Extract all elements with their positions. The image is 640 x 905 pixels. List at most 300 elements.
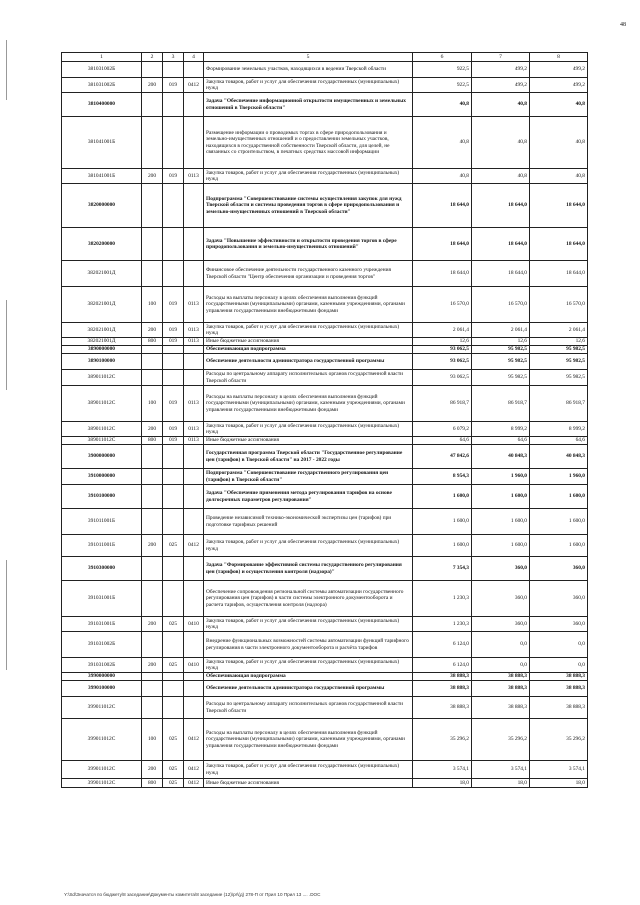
cell-code: 3910300000 (62, 557, 142, 581)
cell-name: Расходы на выплаты персоналу в целях обеспечения выполнения функций государственными (муниципальными) органами, казенными учреждениями, органами управления государственными внебюджетными фондами (204, 287, 413, 323)
cell-code: 391011001Б (62, 535, 142, 557)
cell-code: 391031001Б (62, 617, 142, 632)
cell-value-2021: 3 574,1 (413, 761, 472, 779)
cell-ministry: 025 (163, 535, 184, 557)
cell-section (184, 509, 204, 535)
cell-name: Закупка товаров, работ и услуг для обеспечения государственных (муниципальных) нужд (204, 658, 413, 673)
cell-code: 3890100000 (62, 354, 142, 370)
cell-expense-type (142, 117, 163, 169)
table-row (62, 370, 588, 386)
cell-name: Расходы по центральному аппарату исполнительных органов государственной власти Тверской области (204, 370, 413, 386)
cell-section (184, 581, 204, 617)
cell-expense-type: 200 (142, 422, 163, 437)
cell-value-2023: 64,6 (530, 437, 588, 445)
cell-value-2022: 2 061,4 (472, 323, 530, 338)
cell-value-2021: 8 954,3 (413, 469, 472, 485)
cell-expense-type: 800 (142, 437, 163, 445)
cell-value-2022: 18 644,0 (472, 184, 530, 228)
cell-value-2022: 0,0 (472, 658, 530, 673)
cell-expense-type: 100 (142, 719, 163, 761)
cell-ministry (163, 62, 184, 78)
cell-value-2021: 6 124,0 (413, 632, 472, 658)
page-number: 48 (620, 22, 626, 28)
cell-value-2023: 1 960,0 (530, 469, 588, 485)
header-cell: 2 (142, 53, 163, 62)
cell-value-2021: 18 644,0 (413, 261, 472, 287)
cell-code: 399011012С (62, 697, 142, 719)
cell-name: Иные бюджетные ассигнования (204, 437, 413, 445)
cell-ministry (163, 370, 184, 386)
cell-section (184, 469, 204, 485)
cell-name: Подпрограмма "Совершенствование государственного регулирования цен (тарифов) в Тверской области" (204, 469, 413, 485)
cell-value-2021: 38 888,3 (413, 673, 472, 681)
cell-value-2022: 18,0 (472, 779, 530, 788)
cell-value-2023: 35 296,2 (530, 719, 588, 761)
cell-value-2021: 35 296,2 (413, 719, 472, 761)
cell-value-2023: 2 061,4 (530, 323, 588, 338)
cell-ministry: 025 (163, 719, 184, 761)
cell-value-2022: 86 918,7 (472, 386, 530, 422)
cell-expense-type (142, 62, 163, 78)
cell-value-2022: 18 644,0 (472, 261, 530, 287)
cell-section (184, 370, 204, 386)
cell-value-2022: 40,8 (472, 169, 530, 184)
cell-value-2021: 93 062,5 (413, 370, 472, 386)
cell-value-2023: 1 600,0 (530, 509, 588, 535)
cell-section (184, 557, 204, 581)
table-row (62, 681, 588, 697)
cell-name: Внедрение функциональных возможностей системы автоматизации функций тарифного регулирования в части электронного документооборота и расчёта тарифов (204, 632, 413, 658)
cell-section (184, 93, 204, 117)
cell-value-2022: 1 600,0 (472, 509, 530, 535)
cell-name: Обеспечение сопровождения региональной системы автоматизации государственного регулирования цен (тарифов) в части системы электронного документооборота и расчета тарифов, осуществления контроля (надзора) (204, 581, 413, 617)
cell-ministry (163, 632, 184, 658)
cell-value-2021: 1 600,0 (413, 535, 472, 557)
cell-expense-type: 200 (142, 169, 163, 184)
cell-section (184, 445, 204, 469)
cell-section (184, 485, 204, 509)
cell-expense-type: 800 (142, 338, 163, 346)
cell-name: Обеспечение деятельности администратора государственной программы (204, 354, 413, 370)
cell-section: 0113 (184, 338, 204, 346)
cell-section: 0412 (184, 761, 204, 779)
cell-value-2023: 18,0 (530, 779, 588, 788)
cell-name: Расходы на выплаты персоналу в целях обеспечения выполнения функций государственными (муниципальными) органами, казенными учреждениями, органами управления государственными внебюджетными фондами (204, 386, 413, 422)
table-row (62, 437, 588, 445)
cell-expense-type: 200 (142, 78, 163, 93)
cell-section (184, 346, 204, 354)
cell-expense-type (142, 261, 163, 287)
table-row (62, 78, 588, 93)
table-header-row (62, 53, 588, 62)
cell-expense-type: 200 (142, 617, 163, 632)
cell-expense-type: 200 (142, 535, 163, 557)
cell-value-2023: 95 982,5 (530, 354, 588, 370)
cell-value-2023: 8 999,2 (530, 422, 588, 437)
cell-value-2021: 18,0 (413, 779, 472, 788)
cell-expense-type: 200 (142, 761, 163, 779)
cell-ministry (163, 445, 184, 469)
table-row (62, 581, 588, 617)
cell-value-2023: 40,8 (530, 117, 588, 169)
cell-value-2022: 16 570,0 (472, 287, 530, 323)
cell-value-2021: 40,8 (413, 169, 472, 184)
cell-name: Размещение информации о проводимых торгах в сфере природопользования и земельно-имущественных отношений и о предоставлении земельных участков, находящихся в государственной собственности Тверской области, для целей, не связанных со строительством, в печатных средствах массовой информации (204, 117, 413, 169)
table-row (62, 535, 588, 557)
cell-value-2023: 95 982,5 (530, 370, 588, 386)
cell-name: Закупка товаров, работ и услуг для обеспечения государственных (муниципальных) нужд (204, 422, 413, 437)
cell-expense-type (142, 632, 163, 658)
cell-value-2021: 6 079,2 (413, 422, 472, 437)
cell-value-2022: 12,6 (472, 338, 530, 346)
cell-value-2022: 40 848,3 (472, 445, 530, 469)
cell-ministry: 019 (163, 78, 184, 93)
cell-value-2022: 40,8 (472, 93, 530, 117)
cell-name: Иные бюджетные ассигнования (204, 338, 413, 346)
cell-value-2023: 38 888,3 (530, 681, 588, 697)
cell-ministry (163, 681, 184, 697)
cell-code: 3890000000 (62, 346, 142, 354)
cell-expense-type (142, 485, 163, 509)
cell-ministry: 019 (163, 323, 184, 338)
cell-code: 399011012С (62, 719, 142, 761)
cell-value-2023: 1 600,0 (530, 535, 588, 557)
cell-section: 0113 (184, 287, 204, 323)
cell-section (184, 632, 204, 658)
cell-ministry (163, 184, 184, 228)
cell-value-2021: 86 918,7 (413, 386, 472, 422)
cell-name: Задача "Повышение эффективности и открытости проведения торгов в сфере природопользования и земельно-имущественных отношений" (204, 228, 413, 261)
cell-value-2022: 360,0 (472, 557, 530, 581)
cell-ministry: 025 (163, 779, 184, 788)
cell-value-2022: 18 644,0 (472, 228, 530, 261)
cell-name: Закупка товаров, работ и услуг для обеспечения государственных (муниципальных) нужд (204, 617, 413, 632)
cell-value-2023: 38 888,3 (530, 697, 588, 719)
cell-expense-type (142, 184, 163, 228)
table-row (62, 228, 588, 261)
header-cell: 7 (472, 53, 530, 62)
cell-code: 3820200000 (62, 228, 142, 261)
cell-name: Подпрограмма "Совершенствование системы осуществления закупок для нужд Тверской области и системы проведения торгов в сфере природопользования и земельно-имущественных отношений в Тверской области" (204, 184, 413, 228)
cell-value-2022: 38 888,3 (472, 673, 530, 681)
table-row (62, 445, 588, 469)
cell-value-2022: 64,6 (472, 437, 530, 445)
cell-code: 399011012С (62, 761, 142, 779)
cell-section: 0113 (184, 169, 204, 184)
cell-code: 381031002Б (62, 62, 142, 78)
cell-code: 3900000000 (62, 445, 142, 469)
cell-ministry: 019 (163, 386, 184, 422)
cell-ministry (163, 509, 184, 535)
cell-value-2021: 2 061,4 (413, 323, 472, 338)
table-row (62, 169, 588, 184)
cell-ministry: 019 (163, 287, 184, 323)
cell-code: 381031002Б (62, 78, 142, 93)
header-cell: 3 (163, 53, 184, 62)
cell-expense-type (142, 673, 163, 681)
cell-ministry: 025 (163, 761, 184, 779)
table-row (62, 485, 588, 509)
cell-section: 0410 (184, 617, 204, 632)
cell-name: Закупка товаров, работ и услуг для обеспечения государственных (муниципальных) нужд (204, 169, 413, 184)
cell-section: 0113 (184, 386, 204, 422)
cell-value-2021: 47 842,6 (413, 445, 472, 469)
cell-ministry (163, 469, 184, 485)
cell-value-2023: 38 888,3 (530, 673, 588, 681)
cell-value-2022: 38 888,3 (472, 697, 530, 719)
cell-value-2022: 95 982,5 (472, 346, 530, 354)
cell-code: 3810400000 (62, 93, 142, 117)
cell-expense-type (142, 557, 163, 581)
cell-value-2021: 1 230,3 (413, 581, 472, 617)
cell-section: 0412 (184, 535, 204, 557)
cell-value-2023: 18 644,0 (530, 261, 588, 287)
table-row (62, 761, 588, 779)
table-row (62, 323, 588, 338)
cell-expense-type: 100 (142, 386, 163, 422)
cell-expense-type (142, 370, 163, 386)
table-row (62, 719, 588, 761)
cell-name: Обеспечивающая подпрограмма (204, 346, 413, 354)
cell-name: Закупка товаров, работ и услуг для обеспечения государственных (муниципальных) нужд (204, 535, 413, 557)
cell-code: 3820000000 (62, 184, 142, 228)
cell-value-2021: 1 230,3 (413, 617, 472, 632)
header-cell: 8 (530, 53, 588, 62)
table-row (62, 386, 588, 422)
cell-section: 0410 (184, 658, 204, 673)
cell-value-2023: 40,8 (530, 93, 588, 117)
cell-ministry (163, 557, 184, 581)
table-row (62, 673, 588, 681)
cell-value-2021: 38 888,3 (413, 681, 472, 697)
cell-value-2023: 40 848,3 (530, 445, 588, 469)
cell-section: 0412 (184, 78, 204, 93)
cell-value-2022: 3 574,1 (472, 761, 530, 779)
cell-section: 0113 (184, 323, 204, 338)
cell-expense-type (142, 228, 163, 261)
cell-value-2023: 499,2 (530, 78, 588, 93)
table-row (62, 346, 588, 354)
table-row (62, 184, 588, 228)
cell-section (184, 117, 204, 169)
table-row (62, 422, 588, 437)
header-cell: 4 (184, 53, 204, 62)
cell-section: 0113 (184, 437, 204, 445)
cell-name: Расходы по центральному аппарату исполнительных органов государственной власти Тверской области (204, 697, 413, 719)
table-row (62, 509, 588, 535)
cell-ministry (163, 581, 184, 617)
cell-ministry: 019 (163, 338, 184, 346)
cell-value-2021: 93 062,5 (413, 354, 472, 370)
cell-value-2022: 360,0 (472, 581, 530, 617)
cell-value-2022: 35 296,2 (472, 719, 530, 761)
cell-value-2021: 64,6 (413, 437, 472, 445)
cell-value-2021: 12,6 (413, 338, 472, 346)
cell-section: 0113 (184, 422, 204, 437)
cell-code: 391031002Б (62, 632, 142, 658)
cell-value-2023: 18 644,0 (530, 228, 588, 261)
cell-section (184, 697, 204, 719)
cell-ministry: 019 (163, 437, 184, 445)
cell-ministry (163, 354, 184, 370)
cell-value-2021: 1 600,0 (413, 509, 472, 535)
cell-value-2021: 16 570,0 (413, 287, 472, 323)
cell-value-2022: 0,0 (472, 632, 530, 658)
cell-ministry: 019 (163, 422, 184, 437)
cell-name: Закупка товаров, работ и услуг для обеспечения государственных (муниципальных) нужд (204, 761, 413, 779)
cell-name: Обеспечение деятельности администратора государственной программы (204, 681, 413, 697)
cell-name: Государственная программа Тверской области "Государственное регулирование цен (тарифов) в Тверской области" на 2017 - 2022 годы (204, 445, 413, 469)
cell-code: 382021001Д (62, 323, 142, 338)
header-cell: 5 (204, 53, 413, 62)
cell-code: 3910100000 (62, 485, 142, 509)
table-row (62, 557, 588, 581)
cell-code: 381041001Б (62, 169, 142, 184)
cell-section (184, 184, 204, 228)
cell-name: Задача "Обеспечение применения метода регулирования тарифов на основе долгосрочных параметров регулирования" (204, 485, 413, 509)
binding-marks (6, 40, 8, 840)
cell-value-2023: 95 982,5 (530, 346, 588, 354)
cell-value-2021: 922,5 (413, 62, 472, 78)
cell-value-2023: 0,0 (530, 658, 588, 673)
cell-value-2022: 1 960,0 (472, 469, 530, 485)
cell-code: 389011012С (62, 437, 142, 445)
cell-name: Проведение независимой технико-экономической экспертизы цен (тарифов) при подготовке тарифных решений (204, 509, 413, 535)
cell-value-2023: 16 570,0 (530, 287, 588, 323)
table-row (62, 658, 588, 673)
table-row (62, 617, 588, 632)
cell-expense-type (142, 681, 163, 697)
cell-ministry (163, 228, 184, 261)
cell-name: Иные бюджетные ассигнования (204, 779, 413, 788)
cell-code: 391031002Б (62, 658, 142, 673)
cell-expense-type (142, 93, 163, 117)
cell-expense-type (142, 581, 163, 617)
cell-value-2023: 499,2 (530, 62, 588, 78)
cell-ministry: 019 (163, 169, 184, 184)
cell-value-2022: 8 999,2 (472, 422, 530, 437)
cell-value-2023: 86 918,7 (530, 386, 588, 422)
cell-code: 3990000000 (62, 673, 142, 681)
cell-value-2021: 18 644,0 (413, 228, 472, 261)
cell-ministry (163, 485, 184, 509)
cell-expense-type (142, 469, 163, 485)
cell-name: Обеспечивающая подпрограмма (204, 673, 413, 681)
table-row (62, 93, 588, 117)
cell-value-2021: 40,8 (413, 93, 472, 117)
table-row (62, 779, 588, 788)
cell-section (184, 228, 204, 261)
cell-ministry (163, 93, 184, 117)
cell-ministry: 025 (163, 658, 184, 673)
cell-ministry (163, 673, 184, 681)
cell-value-2022: 499,2 (472, 62, 530, 78)
cell-value-2022: 1 600,0 (472, 535, 530, 557)
cell-code: 381041001Б (62, 117, 142, 169)
header-cell: 1 (62, 53, 142, 62)
cell-name: Закупка товаров, работ и услуг для обеспечения государственных (муниципальных) нужд (204, 78, 413, 93)
cell-ministry (163, 697, 184, 719)
cell-code: 391031001Б (62, 581, 142, 617)
cell-ministry (163, 261, 184, 287)
cell-value-2022: 499,2 (472, 78, 530, 93)
cell-value-2023: 1 600,0 (530, 485, 588, 509)
cell-value-2021: 38 888,3 (413, 697, 472, 719)
cell-section: 0412 (184, 779, 204, 788)
cell-expense-type (142, 697, 163, 719)
cell-section: 0412 (184, 719, 204, 761)
cell-expense-type: 200 (142, 658, 163, 673)
table-row (62, 287, 588, 323)
cell-section (184, 354, 204, 370)
table-row (62, 261, 588, 287)
cell-value-2023: 360,0 (530, 557, 588, 581)
table-row (62, 117, 588, 169)
cell-name: Формирование земельных участков, находящихся в ведении Тверской области (204, 62, 413, 78)
cell-value-2023: 18 644,0 (530, 184, 588, 228)
budget-table (61, 52, 588, 788)
cell-code: 382021001Д (62, 338, 142, 346)
table-row (62, 469, 588, 485)
cell-expense-type (142, 509, 163, 535)
cell-name: Задача "Формирование эффективной системы государственного регулирования цен (тарифов) и осуществления контроля (надзора)" (204, 557, 413, 581)
cell-ministry (163, 117, 184, 169)
cell-name: Задача "Обеспечение информационной открытости имущественных и земельных отношений в Тверской области" (204, 93, 413, 117)
cell-value-2021: 7 354,3 (413, 557, 472, 581)
cell-value-2023: 12,6 (530, 338, 588, 346)
cell-expense-type: 200 (142, 323, 163, 338)
cell-code: 399011012С (62, 779, 142, 788)
cell-section (184, 62, 204, 78)
cell-code: 389011012С (62, 386, 142, 422)
table-row (62, 697, 588, 719)
cell-value-2022: 95 982,5 (472, 370, 530, 386)
cell-expense-type: 800 (142, 779, 163, 788)
cell-value-2022: 360,0 (472, 617, 530, 632)
cell-code: 389011012С (62, 422, 142, 437)
cell-name: Закупка товаров, работ и услуг для обеспечения государственных (муниципальных) нужд (204, 323, 413, 338)
cell-code: 389011012С (62, 370, 142, 386)
cell-name: Расходы на выплаты персоналу в целях обеспечения выполнения функций государственными (муниципальными) органами, казенными учреждениями, органами управления государственными внебюджетными фондами (204, 719, 413, 761)
cell-value-2023: 0,0 (530, 632, 588, 658)
cell-expense-type: 100 (142, 287, 163, 323)
cell-value-2021: 6 124,0 (413, 658, 472, 673)
cell-value-2022: 38 888,3 (472, 681, 530, 697)
header-cell: 6 (413, 53, 472, 62)
cell-name: Финансовое обеспечение деятельности государственного казенного учреждения Тверской области "Центр обеспечения организации и проведения торгов" (204, 261, 413, 287)
cell-value-2022: 1 600,0 (472, 485, 530, 509)
cell-value-2022: 95 982,5 (472, 354, 530, 370)
cell-expense-type (142, 346, 163, 354)
table-row (62, 338, 588, 346)
cell-ministry: 025 (163, 617, 184, 632)
cell-value-2023: 3 574,1 (530, 761, 588, 779)
cell-value-2021: 93 062,5 (413, 346, 472, 354)
cell-code: 391011001Б (62, 509, 142, 535)
cell-section (184, 673, 204, 681)
cell-code: 3990100000 (62, 681, 142, 697)
cell-value-2023: 360,0 (530, 617, 588, 632)
cell-section (184, 681, 204, 697)
cell-value-2021: 18 644,0 (413, 184, 472, 228)
file-path-footer: Y:\Sd\Значатся по бюджету\8 заседание\Документы комитета\8 заседание (12)\pr\(д) 278-П от Прил 10 Прил 13 .... .DOC (64, 892, 321, 897)
cell-section (184, 261, 204, 287)
cell-code: 3910000000 (62, 469, 142, 485)
table-row (62, 62, 588, 78)
cell-code: 382021001Д (62, 261, 142, 287)
table-row (62, 632, 588, 658)
cell-value-2023: 40,8 (530, 169, 588, 184)
